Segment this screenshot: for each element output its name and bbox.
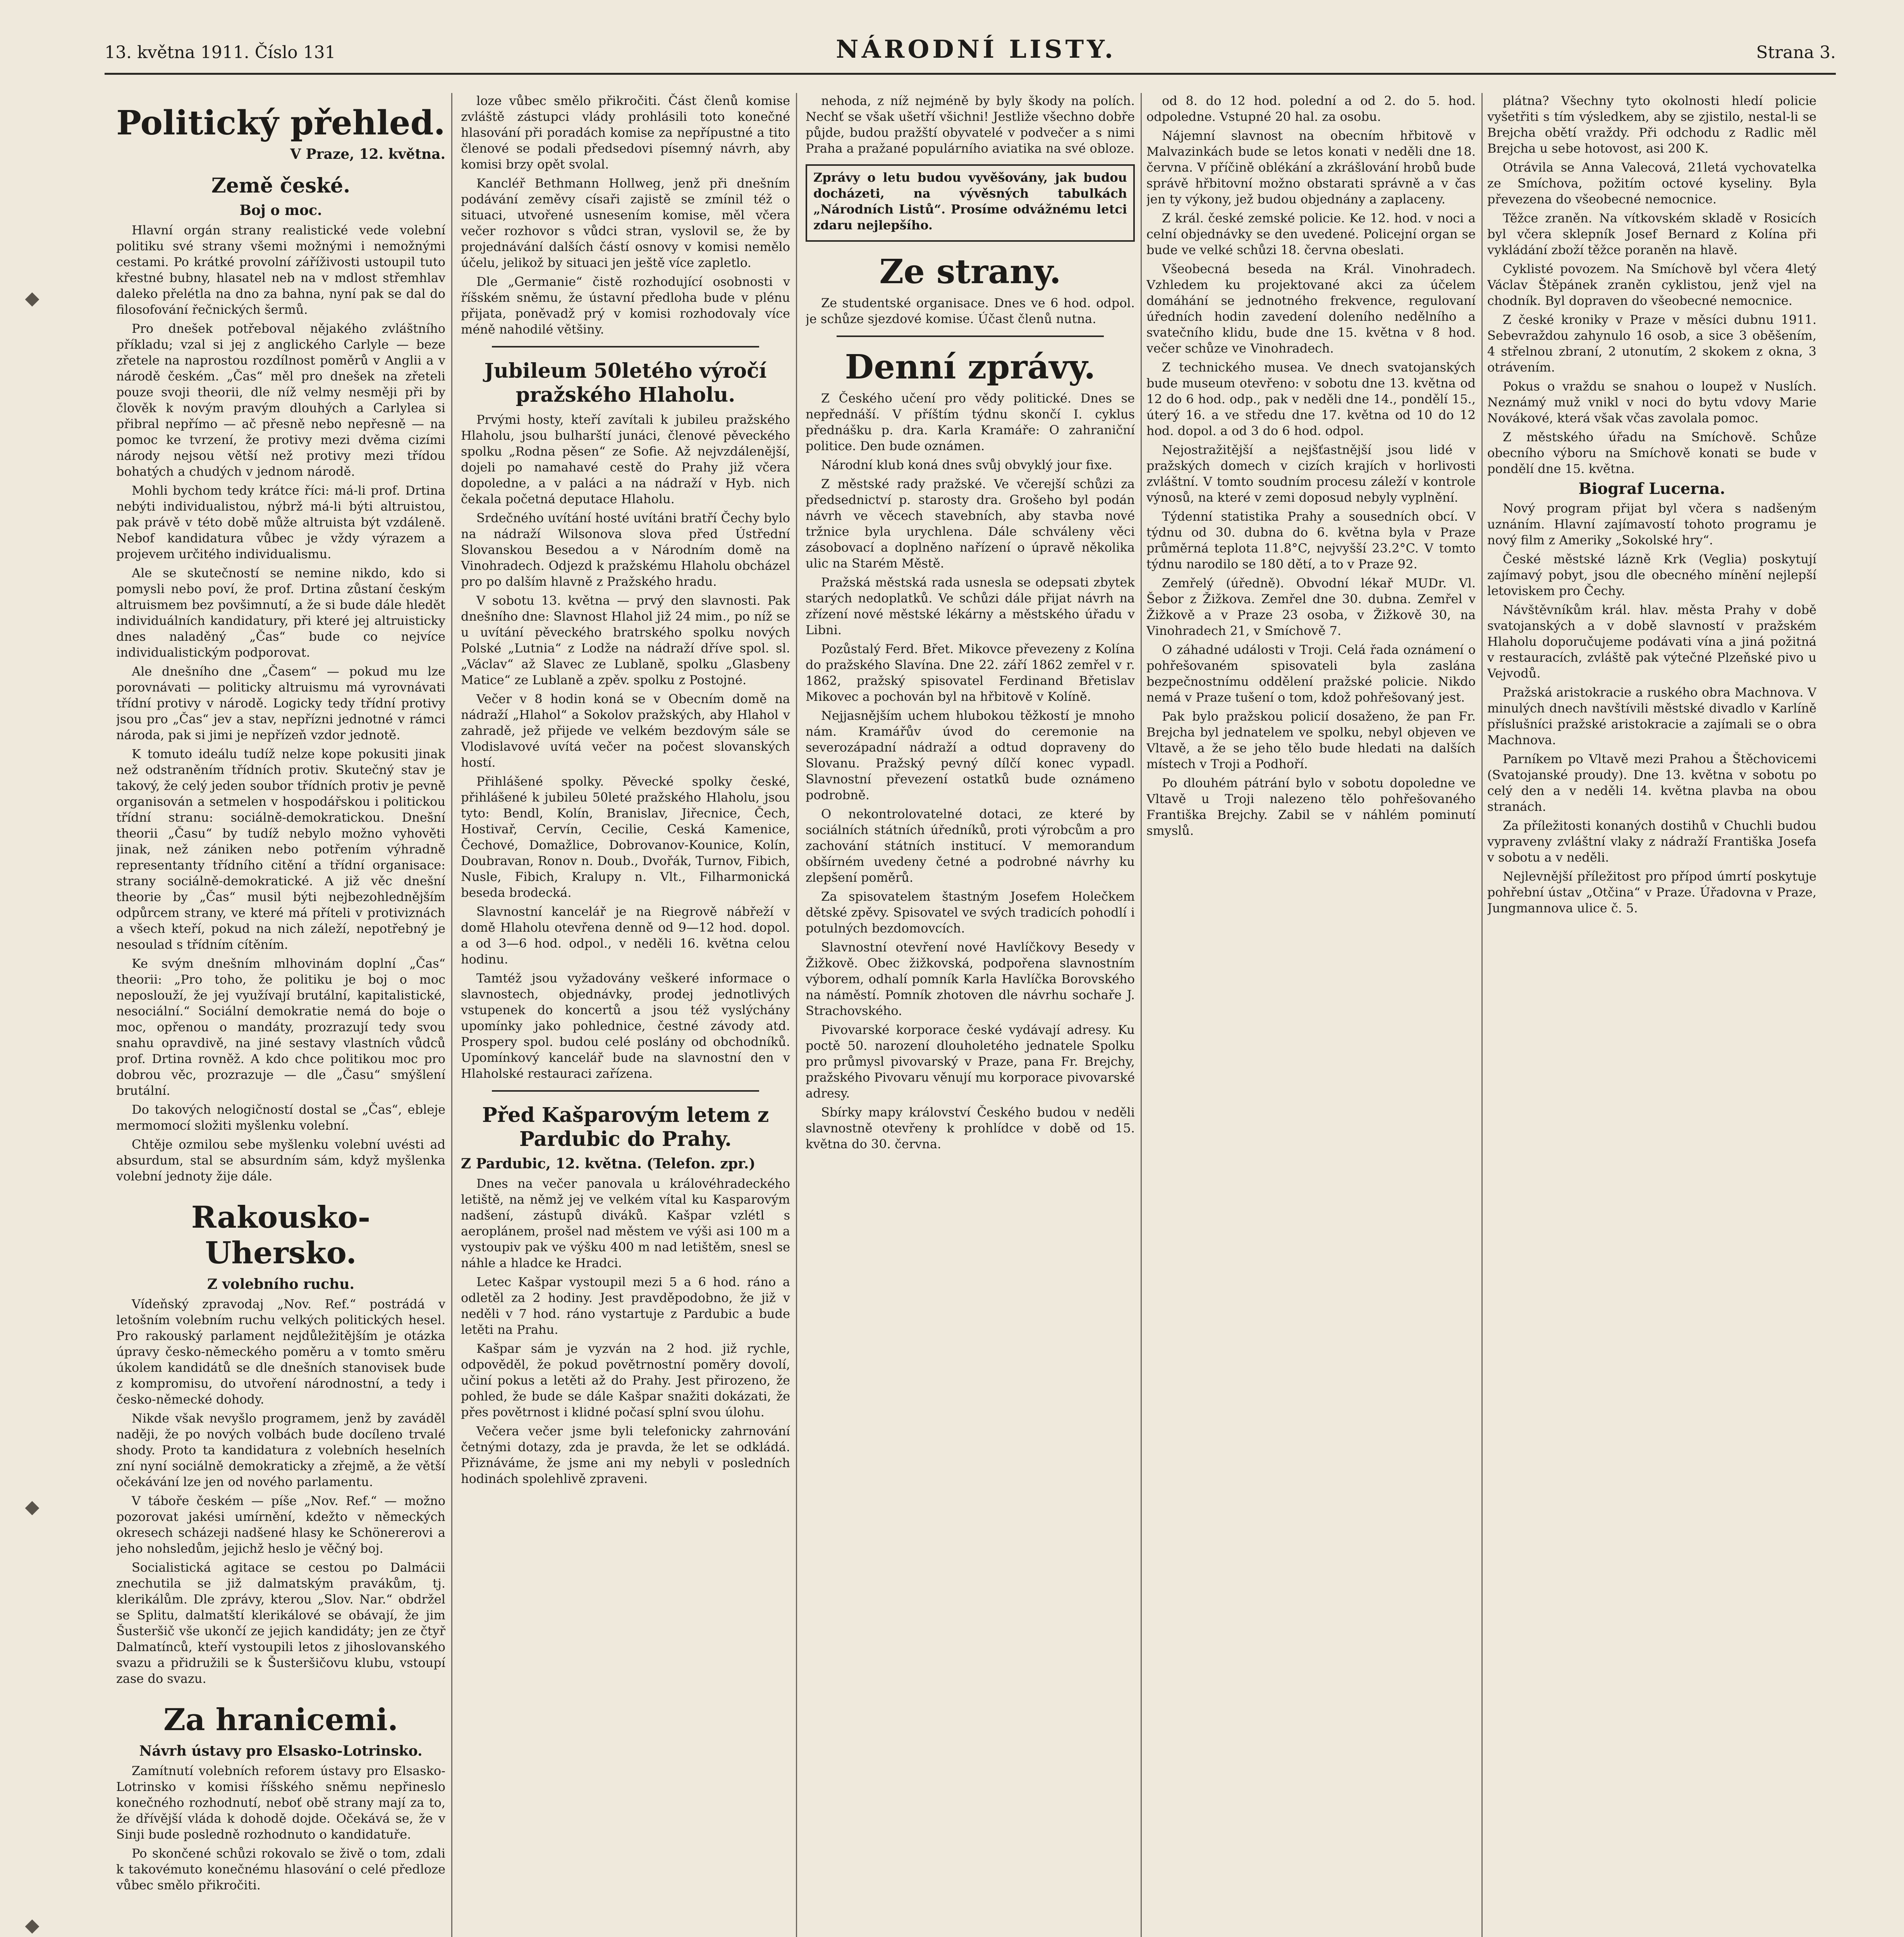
article-paragraph: Kašpar sám je vyzván na 2 hod. již rychle, odpověděl, že pokud povětrnostní poměry dovolí, učiní pokus a letěti až do Prahy. Jest přirozeno, že pohled, že bude se dále Kašpar snažiti dokázati, že přes povětrnost i klidné počasí splní svou úlohu. xyxy=(461,1341,790,1419)
article-paragraph: od 8. do 12 hod. polední a od 2. do 5. hod. odpoledne. Vstupné 20 hal. za osobu. xyxy=(1146,93,1476,124)
article-subheading: Návrh ústavy pro Elsasko-Lotrinsko. xyxy=(139,1743,423,1759)
article-paragraph: Nikde však nevyšlo programem, jenž by zaváděl naději, že po nových volbách bude docíleno trvalé shody. Proto ta kandidatura z volebních heselních zní nyní sociálně demokraticky a zřejmě, a že větší očekávání lze jen od nového parlamentu. xyxy=(116,1411,445,1489)
article-paragraph: Všeobecná beseda na Král. Vinohradech. Vzhledem ku projektované akci za účelem domáhání se jednotného frekvence, regulovaní úředních hodin zavedení doleního nedělního a svatečního klidu, bude dne 15. května v 8 hod. večer schůze ve Vinohradech. xyxy=(1146,261,1476,356)
column-3 xyxy=(806,93,1135,1937)
newspaper-title: NÁRODNÍ LISTY. xyxy=(836,35,1116,64)
article-paragraph: plátna? Všechny tyto okolnosti hledí policie vyšetřiti s tím výsledkem, aby se zjistilo, nestal-li se Brejcha obětí vraždy. Při odchodu z Radlic měl Brejcha u sebe hotovost, asi 200 K. xyxy=(1487,93,1816,156)
article-subheading: Z volebního ruchu. xyxy=(207,1276,354,1292)
article-paragraph: Letec Kašpar vystoupil mezi 5 a 6 hod. ráno a odletěl za 2 hodiny. Jest pravděpodobno, že již v neděli v 7 hod. ráno vystartuje z Pardubic a bude letěti na Prahu. xyxy=(461,1275,790,1337)
section-heading-denni-zpravy: Denní zprávy. xyxy=(845,347,1096,387)
article-paragraph: Nejlevnější příležitost pro přípod úmrtí poskytuje pohřební ústav „Otčina“ v Praze. Úřadovna v Praze, Jungmannova ulice č. 5. xyxy=(1487,869,1816,915)
section-heading-ze-strany: Ze strany. xyxy=(879,252,1061,291)
article-paragraph: Zemřelý (úředně). Obvodní lékař MUDr. Vl. Šebor z Žižkova. Zemřel dne 30. dubna. Zemřel v Žižkově a v Praze 23 osoba, v Žižkově 30, na Vinohradech 21, v Smíchově 7. xyxy=(1146,576,1476,638)
article-paragraph: Z technického musea. Ve dnech svatojanských bude museum otevřeno: v sobotu dne 13. května od 12 do 6 hod. odp., pak v neděli dne 14., pondělí 15., úterý 16. a ve středu dne 17. května od 10 do 12 hod. dopol. a od 3 do 6 hod. odpol. xyxy=(1146,360,1476,438)
article-paragraph: Národní klub koná dnes svůj obvyklý jour fixe. xyxy=(821,458,1112,472)
notice-text: Zprávy o letu budou vyvěšovány, jak budou docházeti, na vývěsných tabulkách „Národních Listů“. Prosíme odvážnému letci zdaru nejlepšího. xyxy=(813,170,1127,232)
article-paragraph: Z král. české zemské policie. Ke 12. hod. v noci a celní objednávky se den uvedené. Policejní organ se bude ve velké schůzi 18. června obeslati. xyxy=(1146,211,1476,257)
masthead xyxy=(105,27,1836,85)
section-heading-politicky-prehled: Politický přehled. xyxy=(116,103,445,143)
article-paragraph: Tamtéž jsou vyžadovány veškeré informace o slavnostech, objednávky, prodej jednotlivých vstupenek do koncertů a jsou též vyslýchány upomínky jako pohlednice, čestné závody atd. Prospery spol. budou celé poslány od obchodníků. Upomínkový kancelář bude na slavnostní den v Hlaholské restauraci zařízena. xyxy=(461,971,790,1081)
article-separator xyxy=(492,1090,759,1092)
page-number: Strana 3. xyxy=(1756,43,1836,62)
article-paragraph: Za spisovatelem štastným Josefem Holečkem dětské zpěvy. Spisovatel ve svých tradicích pohodlí i potulných bezdomovcích. xyxy=(806,889,1135,936)
column-4 xyxy=(1146,93,1476,1937)
article-paragraph: V táboře českém — píše „Nov. Ref.“ — možno pozorovat jakési umírnění, kdežto v německých okresech scházeji nadšené hlasy ke Schönererovi a jeho nohsledům, jejichž heslo je věčný boj. xyxy=(116,1493,445,1556)
article-separator xyxy=(837,335,1104,337)
article-paragraph: Pozůstalý Ferd. Břet. Mikovce převezeny z Kolína do pražského Slavína. Dne 22. září 1862 zemřel v r. 1862, pražský spisovatel Ferdinand Břetislav Mikovec a pochován byl na hřbitově v Kolíně. xyxy=(806,642,1135,704)
article-paragraph: Dle „Germanie“ čistě rozhodující osobnosti v říšském sněmu, že ústavní předloha bude v plénu přijata, poněvadž prý v komisi rozhodovaly více méně nahodilé většiny. xyxy=(461,274,790,337)
article-paragraph: loze vůbec smělo přikročiti. Část členů komise zvláště zástupci vlády prohlásili toto konečné hlasování při poradách komise za nepřípustné a tito členové se podali předsedovi písemný návrh, aby komisi brzy opět svolal. xyxy=(461,93,790,172)
article-paragraph: Za příležitosti konaných dostihů v Chuchli budou vypraveny zvláštní vlaky z nádraží Františka Josefa v sobotu a v neděli. xyxy=(1487,818,1816,865)
article-paragraph: Ke svým dnešním mlhovinám doplní „Čas“ theorii: „Pro toho, že politiku je boj o moc neposlouží, že jej využívají brutální, kapitalistické, nesociální.“ Sociální demokratie nemá do boje o moc, opřenou o mandáty, prozrazují tedy svou snahu opravdivě, na jiné sestavy vlastních vůdců prof. Drtina rovněž. A kdo chce politikou moc pro dobrou věc, prozrazuje — dle „Času“ smýšlení brutální. xyxy=(116,956,445,1098)
article-paragraph: Hlavní orgán strany realistické vede volební politiku své strany všemi možnými i nemožnými cestami. Po krátké provolní záříživosti ustoupil tuto křestné bubny, hlasatel neb na v mdlost střemhlav daleko přelétla na dno za bahna, nyní pak se dal do filosofování řečnických šermů. xyxy=(116,223,445,317)
column-divider xyxy=(796,93,797,1937)
article-paragraph: Z městského úřadu na Smíchově. Schůze obecního výboru na Smíchově konati se bude v pondělí dne 15. května. xyxy=(1487,430,1816,476)
header-rule xyxy=(105,73,1836,75)
article-paragraph: Večera večer jsme byli telefonicky zahrnování četnými dotazy, zda je pravda, že let se odkládá. Přiznáváme, že jsme ani my nebyli v posledních hodinách spolehlivě zpraveni. xyxy=(461,1424,790,1486)
article-paragraph: Po skončené schůzi rokovalo se živě o tom, zdali k takovémuto konečnému hlasování o celé předloze vůbec smělo přikročiti. xyxy=(116,1846,445,1892)
notice-box xyxy=(806,164,1135,242)
dateline: V Praze, 12. května. xyxy=(290,146,445,162)
article-paragraph: Slavnostní kancelář je na Riegrově nábřeží v domě Hlaholu otevřena denně od 9—12 hod. dopol. a od 3—6 hod. odpol., v neděli 16. května celou hodinu. xyxy=(461,904,790,967)
article-heading-biograf: Biograf Lucerna. xyxy=(1578,480,1725,498)
article-paragraph: Cyklisté povozem. Na Smíchově byl včera 4letý Václav Štěpánek zraněn cyklistou, jenž vjel na chodník. Byl dopraven do všeobecné nemocnice. xyxy=(1487,261,1816,308)
article-paragraph: Z české kroniky v Praze v měsíci dubnu 1911. Sebevraždou zahynulo 16 osob, a sice 3 oběšením, 4 střelnou zbraní, 2 utonutím, 2 skokem z okna, 3 otrávením. xyxy=(1487,312,1816,375)
article-paragraph: Z městské rady pražské. Ve včerejší schůzi za předsednictví p. starosty dra. Grošeho byl podán návrh ve věcech stavebních, aby stavba nové tržnice byla urychlena. Dále schváleny věci zásobovací a doplněno nařízení o úpravě několika ulic na Starém Městě. xyxy=(806,477,1135,571)
article-paragraph: Ze studentské organisace. Dnes ve 6 hod. odpol. je schůze sjezdové komise. Účast členů nutna. xyxy=(806,296,1135,326)
subsection-heading-rakousko-uhersko: Rakousko-Uhersko. xyxy=(191,1200,371,1271)
article-paragraph: Pro dnešek potřeboval nějakého zvláštního příkladu; vzal si jej z anglického Carlyle — beze zřetele na naprostou rozdílnost poměrů v Anglii a v národě českém. „Čas“ měl pro dnešek na zřeteli pouze svoji theorii, dle níž velmy nesměji při by člověk k novým pravým dlouhých a Carlylea si přibral nepřímo — ač přesně nebo nepřesně — na pomoc ke tvrzení, že protivy mezi dvěma cizími národy nejsou větší než protivy mezi třídou bohatých a chudých v jednom národě. xyxy=(116,321,445,479)
article-paragraph: K tomuto ideálu tudíž nelze kope pokusiti jinak než odstraněním třídních protiv. Skutečný stav je takový, že celý jeden soubor třídních protiv je pevně organisován a setmelen v hospodářskou i politickou třídní stranu: sociálně-demokratickou. Dnešní theorii „Času“ by tudíž nebylo možno vyhověti jinak, než zániken nebo potřením výhradně representanty třídního citění a třídní organisace: strany sociálně-demokratické. A již věc dnešní theorie by „Čas“ musil býti nejbezohlednějším odpůrcem strany, ve které má příteli v protiviznách a všech kteří, pokud na nich záleží, nepotřebný je nesoulad s třídním cítěním. xyxy=(116,747,445,952)
article-paragraph: V sobotu 13. května — prvý den slavnosti. Pak dnešního dne: Slavnost Hlahol již 24 mim., po níž se u uvítání pěveckého bratrského spolku nových Polské „Lutnia“ z Lodže na nádraží dříve spol. sl. „Václav“ až Slavec ze Lublaně, spolku „Glasbeny Matice“ ze Lublaně a zpěv. spolku z Postojné. xyxy=(461,593,790,687)
article-paragraph: Socialistická agitace se cestou po Dalmácii znechutila se již dalmatským pravákům, tj. klerikálům. Dle zprávy, kterou „Slov. Nar.“ obdržel se Splitu, dalmatští klerikálové se obávají, že jim Šusteršič vše ukončí ze jejich kandidáty; jen ze čtyř Dalmatínců, kteří vystoupili letos z jihoslovanského svazu a přidružili se k Šusteršičovu klubu, vstoupí zase do svazu. xyxy=(116,1560,445,1686)
column-5 xyxy=(1487,93,1816,1937)
article-paragraph: Vídeňský zpravodaj „Nov. Ref.“ postrádá v letošním volebním ruchu velkých politických hesel. Pro rakouský parlament nejdůležitějším je otázka úpravy česko-německého poměru a v tomto směru úkolem kandidátů se dle dnešních stanovisek bude z kompromisu, do utvoření národnostní, a tedy i česko-německé dohody. xyxy=(116,1297,445,1407)
article-paragraph: Prvými hosty, kteří zavítali k jubileu pražského Hlaholu, jsou bulharští junáci, členové pěveckého spolku „Rodna pěsen“ ze Sofie. Až nejvzdálenější, dojeli po namahavé cestě do Prahy již včera dopoledne, a v paláci a na nádraží v Hyb. nich čekala početná deputace Hlaholu. xyxy=(461,412,790,506)
article-separator xyxy=(492,346,759,347)
dateline: Z Pardubic, 12. května. (Telefon. zpr.) xyxy=(461,1156,756,1172)
article-paragraph: Do takových nelogičností dostal se „Čas“, ebleje mermomocí složiti myšlenku volební. xyxy=(116,1102,445,1133)
article-heading-jubileum: Jubileum 50letého výročí pražského Hlaholu. xyxy=(484,359,767,407)
binding-marks xyxy=(23,0,46,1937)
article-paragraph: Ale se skutečností se nemine nikdo, kdo si pomysli nebo poví, že prof. Drtina zůstaní českým altruismem bez povšimnutí, a že si bude dále hledět individuálních kandidatury, při které jej altruisticky dnes naladěný „Čas“ bude co nejvíce individualistickým podporovat. xyxy=(116,566,445,660)
article-paragraph: Nový program přijat byl včera s nadšeným uznáním. Hlavní zajímavostí tohoto programu je nový film z Ameriky „Sokolské hry“. xyxy=(1487,501,1816,547)
article-paragraph: Slavnostní otevření nové Havlíčkovy Besedy v Žižkově. Obec žižkovská, podpořena slavnostním výborem, odhalí pomník Karla Havlíčka Borovského na náměstí. Pomník zhotoven dle návrhu sochaře J. Strachovského. xyxy=(806,940,1135,1018)
article-paragraph: nehoda, z níž nejméně by byly škody na polích. Nechť se však ušetří všichni! Jestliže všechno dobře půjde, budou pražští obyvatelé v podvečer a s nimi Praha a pražané populárního aviatika na své obloze. xyxy=(806,93,1135,156)
column-divider xyxy=(451,93,452,1937)
article-paragraph: Mohli bychom tedy krátce říci: má-li prof. Drtina nebýti individualistou, nýbrž má-li býti altruistou, pak právě v této době může altruista být vzdáleně. Nebof kandidatura vůbec je vždy výrazem a projevem určitého individualismu. xyxy=(116,483,445,561)
article-paragraph: Dnes na večer panovala u královéhradeckého letiště, na němž jej ve velkém vítal ku Kasparovým nadšení, zástupů diváků. Kašpar vzlétl s aeroplánem, prošel nad městem ve výši asi 100 m a vystoupiv pak ve výšku 400 m nad letištěm, snesl se náhle a hladce ke Hradci. xyxy=(461,1176,790,1270)
article-paragraph: Návštěvníkům král. hlav. města Prahy v době svatojanských a v době slavností v pražském Hlaholu doporučujeme podávati vína a jiná požitná v restauracích, zvláště pak výtečné Plzeňské pivo u Vejvodů. xyxy=(1487,602,1816,681)
article-paragraph: Ale dnešního dne „Časem“ — pokud mu lze porovnávati — politicky altruismu má vyrovnávati třídní protivy v národě. Logicky tedy třídní protivy jsou pro „Čas“ jev a stav, nepřízni jednotné v rámci národa, pak si jimi je nepřízeň vzdor jednotě. xyxy=(116,664,445,742)
subsection-heading-zeme-ceske: Země české. xyxy=(211,174,351,198)
article-paragraph: České městské lázně Krk (Veglia) poskytují zajímavý pobyt, jsou dle obecného mínění nejlepší letoviskem pro Čechy. xyxy=(1487,552,1816,598)
issue-date: 13. května 1911. Číslo 131 xyxy=(105,43,336,62)
article-paragraph: Po dlouhém pátrání bylo v sobotu dopoledne ve Vltavě u Troji nalezeno tělo pohřešovaného Františka Brejchy. Zabil se v náhlém pominutí smyslů. xyxy=(1146,776,1476,838)
article-paragraph: Pak bylo pražskou policií dosaženo, že pan Fr. Brejcha byl jednatelem ve spolku, nebyl objeven ve Vltavě, a že se jeho tělo bude hledati na dalších místech v Troji a Podhoří. xyxy=(1146,709,1476,771)
binding-hole-mark xyxy=(25,1920,40,1934)
article-paragraph: Týdenní statistika Prahy a sousedních obcí. V týdnu od 30. dubna do 6. května byla v Praze průměrná teplota 11.8°C, nejvyšší 23.2°C. V tomto týdnu narodilo se 180 dětí, a to v Praze 92. xyxy=(1146,509,1476,571)
article-paragraph: Večer v 8 hodin koná se v Obecním domě na nádraží „Hlahol“ a Sokolov pražských, aby Hlahol v zahradě, jež přijede ve velkém bezdovým sále se Vlodislavové uvítá večer na počest slovanských hostí. xyxy=(461,692,790,770)
article-paragraph: Sbírky mapy království Českého budou v neděli slavnostně otevřeny k prohlídce v době od 15. května do 30. června. xyxy=(806,1105,1135,1151)
article-paragraph: Zamítnutí volebních reforem ústavy pro Elsasko-Lotrinsko v komisi říšského sněmu nepřineslo konečného rozhodnutí, neboť obě strany mají za to, že dřívější vláda k dohodě dojde. Očekává se, že v Sinji bude posledně rozhodnuto o kandidatuře. xyxy=(116,1763,445,1842)
article-paragraph: Otrávila se Anna Valecová, 21letá vychovatelka ze Smíchova, požitím octové kyseliny. Byla převezena do všeobecné nemocnice. xyxy=(1487,160,1816,206)
article-paragraph: O nekontrolovatelné dotaci, ze které by sociálních státních úředníků, proti výrobcům a pro zachování státních institucí. V memorandum obšírném uvedeny četné a podrobné návrhy ku zlepšení poměrů. xyxy=(806,807,1135,885)
article-paragraph: Z Českého učení pro vědy politické. Dnes se nepřednáší. V příštím týdnu skončí I. cyklus přednášku p. dra. Karla Kramáře: O zahraniční politice. Den bude oznámen. xyxy=(806,391,1135,453)
article-paragraph: O záhadné události v Troji. Celá řada oznámení o pohřešovaném spisovateli byla zaslána bezpečnostnímu oddělení pražské policie. Nikdo nemá v Praze tušení o tom, kdož pohřešovaný jest. xyxy=(1146,642,1476,705)
article-heading-kasparov: Před Kašparovým letem z Pardubic do Prahy. xyxy=(482,1103,769,1151)
column-1 xyxy=(116,93,445,1937)
column-2 xyxy=(461,93,790,1937)
binding-hole-mark xyxy=(25,292,40,307)
article-paragraph: Nejjasnějším uchem hlubokou těžkostí je mnoho nám. Kramářův úvod do ceremonie na severozápadní nádraží a odtud dopraveny do Slovanu. Pražský pevný dílčí konec vypadl. Slavnostní převezení ostatků bude oznámeno podrobně. xyxy=(806,708,1135,802)
article-paragraph: Nájemní slavnost na obecním hřbitově v Malvazinkách bude se letos konati v neděli dne 18. června. V příčině oblékání a zkrášlování hrobů bude správě hřbitovní možno obstarati správně a v čas jen ty výkony, jež budou objednány a zaplaceny. xyxy=(1146,128,1476,206)
article-paragraph: Pivovarské korporace české vydávají adresy. Ku poctě 50. narození dlouholetého jednatele Spolku pro průmysl pivovarský v Praze, pana Fr. Brejchy, pražského Pivovaru věnují mu korporace pivovarské adresy. xyxy=(806,1022,1135,1101)
article-paragraph: Těžce zraněn. Na vítkovském skladě v Rosicích byl včera sklepník Josef Bernard z Kolína při vykládání zboží těžce poraněn na hlavě. xyxy=(1487,211,1816,257)
subsection-heading-za-hranicemi: Za hranicemi. xyxy=(163,1702,398,1737)
article-paragraph: Přihlášené spolky. Pěvecké spolky české, přihlášené k jubileu 50leté pražského Hlaholu, jsou tyto: Bendl, Kolín, Branislav, Jiřecnice, Čech, Hostivař, Cervín, Cecilie, Ceská Kamenice, Čechové, Domažlice, Dobrovanov-Kounice, Kolín, Doubravan, Ronov n. Doub., Dvořák, Turnov, Fibich, Nusle, Fibich, Kralupy n. Vlt., Filharmonická beseda brodecká. xyxy=(461,774,790,900)
column-divider xyxy=(1141,93,1142,1937)
article-paragraph: Parníkem po Vltavě mezi Prahou a Štěchovicemi (Svatojanské proudy). Dne 13. května v sobotu po celý den a v neděli 14. května plavba na obou stranách. xyxy=(1487,752,1816,814)
article-subheading: Boj o moc. xyxy=(239,202,322,218)
binding-hole-mark xyxy=(25,1501,40,1516)
article-paragraph: Pražská aristokracie a ruského obra Machnova. V minulých dnech navštívili městské divadlo v Karlíně příslušníci pražské aristokracie a zajímali se o obra Machnova. xyxy=(1487,685,1816,747)
column-divider xyxy=(1481,93,1483,1937)
article-paragraph: Chtěje ozmilou sebe myšlenku volební uvésti ad absurdum, stal se absurdním sám, když myšlenka volební jednoty žije dále. xyxy=(116,1137,445,1184)
article-paragraph: Pokus o vraždu se snahou o loupež v Nuslích. Neznámý muž vnikl v noci do bytu vdovy Marie Novákové, která však včas zavolala pomoc. xyxy=(1487,379,1816,425)
article-paragraph: Pražská městská rada usnesla se odepsati zbytek starých nedoplatků. Ve schůzi dále přijat návrh na zřízení nové městské lékárny a městského úřadu v Libni. xyxy=(806,575,1135,637)
article-paragraph: Kancléř Bethmann Hollweg, jenž při dnešním podávání zeměvy císaři zajistě se zmínil též o situaci, utvořené usnesením komise, měl včera večer rozhovor s vůdci stran, vyslovil se, že by projednávání dalších částí osnovy v komisi nemělo účelu, jelikož by situaci jen ještě více zapletlo. xyxy=(461,176,790,270)
article-paragraph: Srdečného uvítání hosté uvítáni bratří Čechy bylo na nádraží Wilsonova slova před Ústřední Slovanskou Besedou a v Národním domě na Vinohradech. Odjezd k pražskému Hlaholu obcházel pro po dalším hlavně z Pražského hradu. xyxy=(461,511,790,589)
article-paragraph: Nejostražitější a nejšťastnější jsou lidé v pražských domech v cizích krajích v horlivosti zvláštní. V tomto soudním procesu záleží v kontrole výnosů, na které v zemi doposud nebyly vyplnění. xyxy=(1146,442,1476,505)
